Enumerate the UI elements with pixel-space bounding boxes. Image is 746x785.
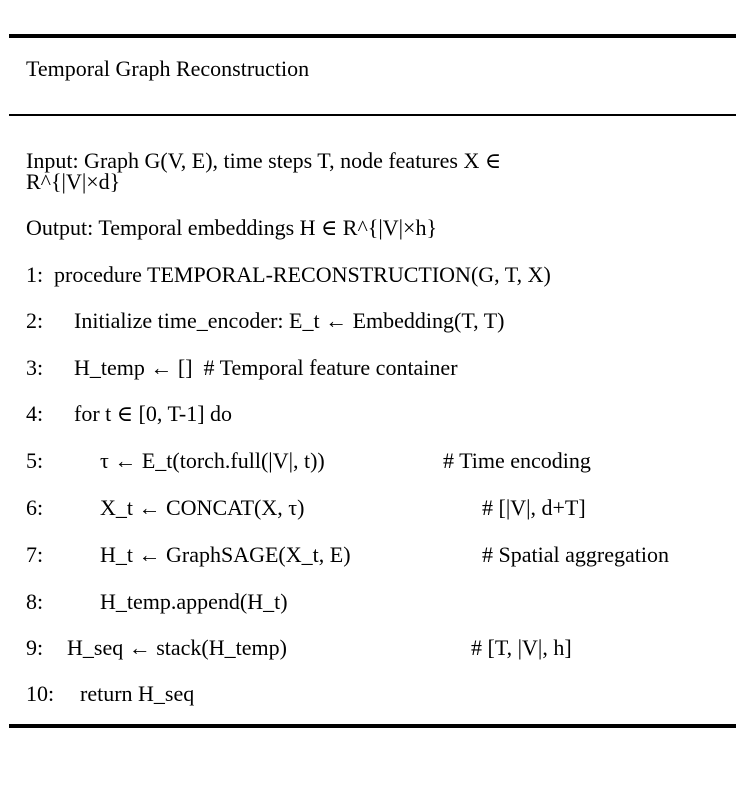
step-comment: # [|V|, d+T] bbox=[482, 495, 586, 520]
step-code: for t ∈ [0, T-1] do bbox=[74, 401, 233, 426]
top-rule bbox=[9, 34, 736, 38]
step-row bbox=[0, 589, 288, 615]
header-rule bbox=[9, 114, 736, 116]
step-row bbox=[0, 635, 572, 661]
step-row bbox=[0, 495, 586, 521]
input-text: Input: Graph G(V, E), time steps T, node features X ∈ bbox=[26, 148, 502, 173]
step-row bbox=[0, 542, 669, 568]
step-row bbox=[0, 262, 551, 288]
step-code: H_seq ← stack(H_temp) bbox=[67, 635, 287, 660]
step-row bbox=[0, 448, 591, 474]
step-code: H_temp ← [] # Temporal feature container bbox=[74, 355, 458, 380]
step-comment: # Time encoding bbox=[443, 448, 591, 473]
bottom-rule bbox=[9, 724, 736, 728]
output-row bbox=[0, 215, 438, 241]
step-row bbox=[0, 401, 233, 427]
step-code: H_temp.append(H_t) bbox=[100, 589, 288, 614]
input-row-continued bbox=[0, 169, 121, 195]
algorithm-title: Temporal Graph Reconstruction bbox=[26, 56, 310, 81]
step-number: 8: bbox=[26, 589, 44, 614]
step-number: 4: bbox=[26, 401, 44, 426]
step-code: return H_seq bbox=[80, 681, 195, 706]
step-number: 2: bbox=[26, 308, 44, 333]
step-number: 10: bbox=[26, 681, 55, 706]
step-code: τ ← E_t(torch.full(|V|, t)) bbox=[100, 448, 325, 473]
step-number: 1: bbox=[26, 262, 44, 287]
step-comment: # [T, |V|, h] bbox=[471, 635, 572, 660]
output-text: Output: Temporal embeddings H ∈ R^{|V|×h} bbox=[26, 215, 438, 240]
step-code: X_t ← CONCAT(X, τ) bbox=[100, 495, 305, 520]
step-number: 6: bbox=[26, 495, 44, 520]
step-number: 7: bbox=[26, 542, 44, 567]
step-comment: # Spatial aggregation bbox=[482, 542, 669, 567]
step-code: procedure TEMPORAL-RECONSTRUCTION(G, T, X) bbox=[54, 262, 551, 287]
input-text-continued: R^{|V|×d} bbox=[26, 169, 121, 194]
step-code: H_t ← GraphSAGE(X_t, E) bbox=[100, 542, 351, 567]
step-number: 9: bbox=[26, 635, 44, 660]
step-code: Initialize time_encoder: E_t ← Embedding(T, T) bbox=[74, 308, 505, 333]
step-row bbox=[0, 308, 505, 334]
step-number: 3: bbox=[26, 355, 44, 380]
step-row bbox=[0, 355, 458, 381]
algorithm-title-row bbox=[0, 56, 310, 82]
step-number: 5: bbox=[26, 448, 44, 473]
step-row bbox=[0, 681, 195, 707]
